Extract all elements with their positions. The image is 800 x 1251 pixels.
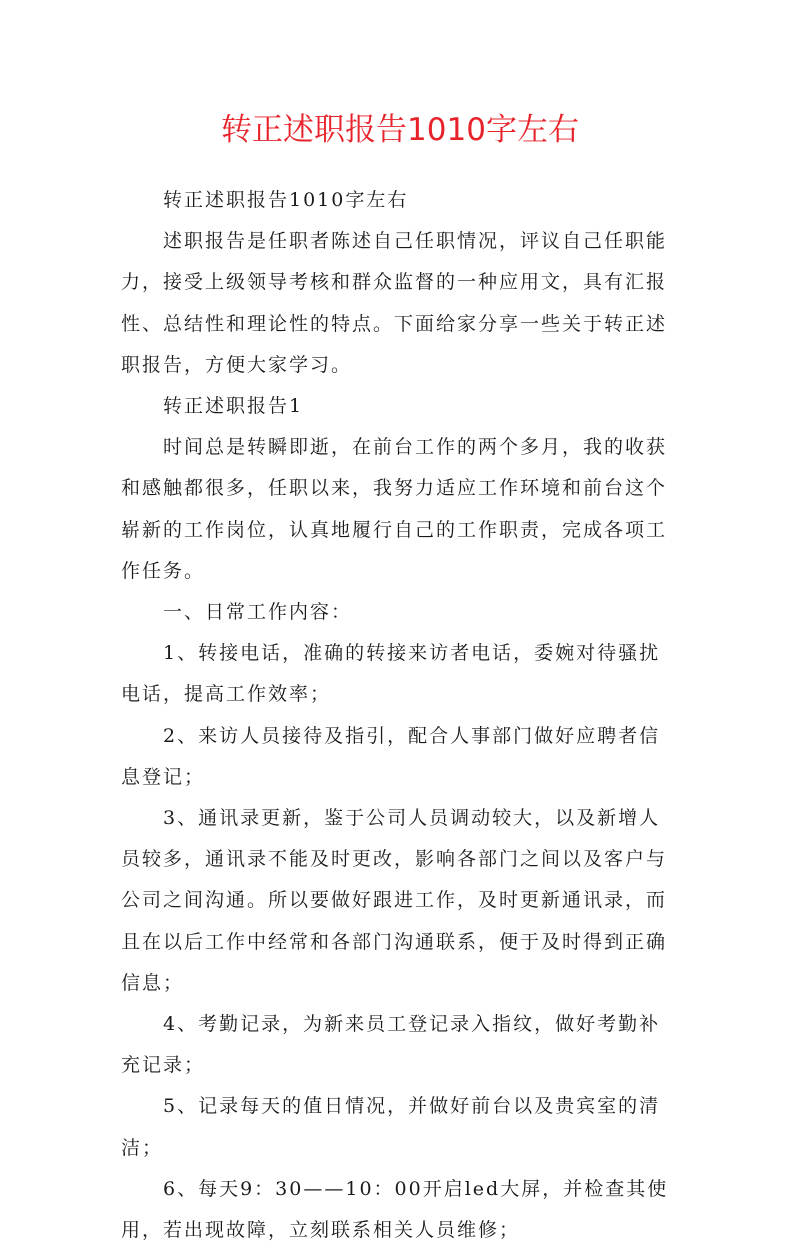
- paragraph-item-4: 4、考勤记录，为新来员工登记录入指纹，做好考勤补充记录；: [121, 1013, 661, 1077]
- paragraph-item-5: 5、记录每天的值日情况，并做好前台以及贵宾室的清洁；: [121, 1095, 661, 1159]
- paragraph-item-3: 3、通讯录更新，鉴于公司人员调动较大，以及新增人员较多，通讯录不能及时更改，影响各部门之间以及客户与公司之间沟通。所以要做好跟进工作，及时更新通讯录，而且在以后工作中经常和各部门沟通联系，便于及时得到正确信息；: [121, 807, 668, 994]
- paragraph-item-6: 6、每天9：30——10：00开启led大屏，并检查其使用，若出现故障，立刻联系相关人员维修；: [121, 1177, 669, 1242]
- document-body: [121, 180, 681, 1251]
- paragraph-item-1: 1、转接电话，准确的转接来访者电话，委婉对待骚扰电话，提高工作效率；: [121, 642, 661, 706]
- paragraph-list-heading: 一、日常工作内容：: [163, 601, 353, 624]
- paragraph-subtitle: 转正述职报告1010字左右: [163, 189, 409, 211]
- paragraph-section-heading: 转正述职报告1: [163, 395, 304, 418]
- document-title: 转正述职报告1010字左右: [221, 112, 579, 148]
- paragraph-opening: 时间总是转瞬即逝，在前台工作的两个多月，我的收获和感触都很多，任职以来，我努力适应工作环境和前台这个崭新的工作岗位，认真地履行自己的工作职责，完成各项工作任务。: [121, 436, 668, 582]
- paragraph-item-2: 2、来访人员接待及指引，配合人事部门做好应聘者信息登记；: [121, 724, 661, 788]
- paragraph-intro: 述职报告是任职者陈述自己任职情况，评议自己任职能力，接受上级领导考核和群众监督的一种应用文，具有汇报性、总结性和理论性的特点。下面给家分享一些关于转正述职报告，方便大家学习。: [121, 230, 668, 376]
